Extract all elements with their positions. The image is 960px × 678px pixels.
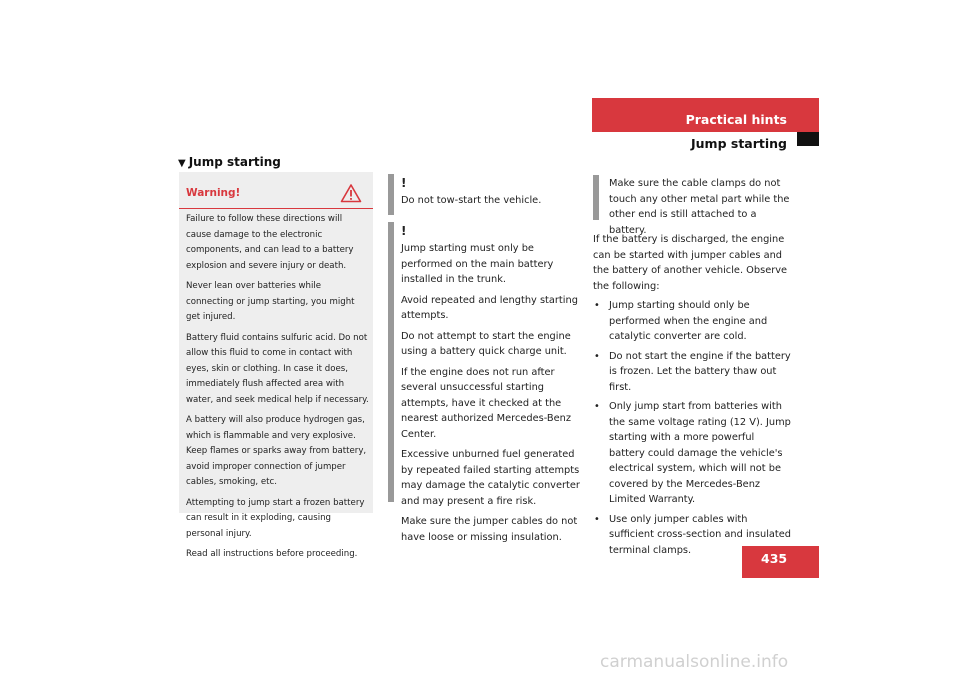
notice-tow-start (401, 176, 581, 214)
notice-paragraph: If the engine does not run after several unsuccessful starting attempts, have it checked at the nearest authorized Mercedes-Benz Center. (401, 366, 571, 440)
page-number-box (742, 546, 819, 578)
notice-exclamation-icon: ! (401, 176, 407, 190)
page-title (178, 155, 281, 171)
bullet-icon: • (594, 513, 600, 525)
notice-text: Make sure the cable clamps do not touch any other metal part while the other end is still attached to a battery. (609, 178, 790, 236)
bullet-list (593, 298, 793, 558)
bullet-icon: • (594, 300, 600, 311)
warning-paragraph: Never lean over batteries while connecting or jump starting, you might get injured. (186, 281, 355, 322)
header-subsection-title: Jump starting (691, 136, 787, 151)
notice-jump-start-rules (401, 224, 581, 550)
warning-body (186, 212, 370, 568)
header-section-band (592, 98, 819, 132)
notice3-bar (593, 175, 599, 220)
notice-paragraph: Make sure the jumper cables do not have loose or missing insulation. (401, 516, 578, 543)
triangle-bullet-icon: ▼ (178, 158, 186, 169)
notice-paragraph: Do not attempt to start the engine using a battery quick charge unit. (401, 330, 571, 357)
warning-paragraph: Failure to follow these directions will cause damage to the electronic components, and can lead to a battery explosion and severe injury or death. (186, 214, 354, 271)
warning-paragraph: Read all instructions before proceeding. (186, 549, 358, 559)
list-item (593, 298, 793, 345)
bullet-icon: • (594, 350, 600, 362)
list-item-text: Do not start the engine if the battery is frozen. Let the battery thaw out first. (609, 350, 791, 393)
bullet-icon: • (594, 401, 600, 412)
warning-triangle-icon (340, 183, 362, 203)
warning-title: Warning! (186, 187, 241, 199)
list-item (593, 349, 793, 396)
watermark: carmanualsonline.info (600, 652, 789, 672)
body-column (593, 232, 793, 562)
warning-box (179, 172, 373, 559)
list-item-text: Use only jumper cables with sufficient cross-section and insulated terminal clamps. (609, 513, 792, 556)
warning-paragraph: Battery fluid contains sulfuric acid. Do not allow this fluid to come in contact with eyes, skin or clothing. In case it does, immediately flush affected area with water, and seek medical help if necessary. (186, 332, 369, 405)
header-section-title: Practical hints (685, 112, 787, 127)
notice1-bar (388, 174, 394, 215)
warning-paragraph: A battery will also produce hydrogen gas, which is flammable and very explosive. Keep flames or sparks away from battery, avoid improper connection of jumper cables, smoking, etc. (186, 415, 367, 487)
header-marker-block (797, 132, 819, 146)
page-number: 435 (761, 551, 788, 566)
intro-paragraph: If the battery is discharged, the engine can be started with jumper cables and the battery of another vehicle. Observe the following: (593, 234, 788, 292)
notice-text: Do not tow-start the vehicle. (401, 195, 542, 206)
notice2-bar (388, 222, 394, 502)
notice-paragraph: Avoid repeated and lengthy starting attempts. (401, 294, 578, 321)
list-item (593, 399, 793, 508)
notice-paragraph: Excessive unburned fuel generated by repeated failed starting attempts may damage the catalytic converter and may present a fire risk. (401, 449, 580, 507)
page-title-text: Jump starting (188, 155, 281, 169)
warning-header (179, 172, 373, 209)
notice-paragraph: Jump starting must only be performed on the main battery installed in the trunk. (401, 243, 554, 285)
list-item-text: Jump starting should only be performed when the engine and catalytic converter are cold. (609, 300, 768, 342)
list-item-text: Only jump start from batteries with the same voltage rating (12 V). Jump starting with a more powerful battery could damage the vehicle's electrical system, which will not be covered by the Mercedes-Benz Limited Warranty. (609, 401, 791, 505)
notice-exclamation-icon: ! (401, 224, 407, 238)
warning-paragraph: Attempting to jump start a frozen battery can result in it exploding, causing personal injury. (186, 497, 365, 539)
